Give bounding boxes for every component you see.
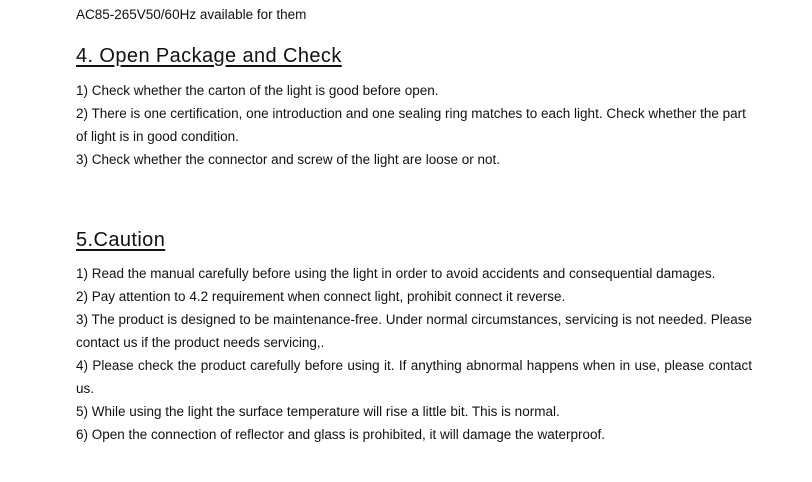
section-4-heading: 4. Open Package and Check	[76, 45, 342, 67]
section-4-list	[76, 79, 752, 171]
section-5-list	[76, 262, 752, 446]
section-5-heading: 5.Caution	[76, 229, 166, 251]
section-5-item-6: 6) Open the connection of reflector and glass is prohibited, it will damage the waterproof.	[76, 427, 606, 442]
section-5-item-2: 2) Pay attention to 4.2 requirement when connect light, prohibit connect it reverse.	[76, 289, 566, 304]
section-5-item-1: 1) Read the manual carefully before using the light in order to avoid accidents and consequential damages.	[76, 266, 716, 281]
section-5-item-3: 3) The product is designed to be maintenance-free. Under normal circumstances, servicing is not needed. Please contact us if the product needs servicing,.	[76, 312, 752, 350]
section-5-item-4: 4) Please check the product carefully before using it. If anything abnormal happens when in use, please contact us.	[76, 358, 752, 396]
section-4-item-1: 1) Check whether the carton of the light is good before open.	[76, 83, 439, 98]
section-4-item-3: 3) Check whether the connector and screw of the light are loose or not.	[76, 152, 500, 167]
section-4-item-2: 2) There is one certification, one introduction and one sealing ring matches to each light. Check whether the part of light is in good condition.	[76, 106, 746, 144]
intro-line: AC85-265V50/60Hz available for them	[76, 7, 307, 22]
section-5-item-5: 5) While using the light the surface temperature will rise a little bit. This is normal.	[76, 404, 560, 419]
